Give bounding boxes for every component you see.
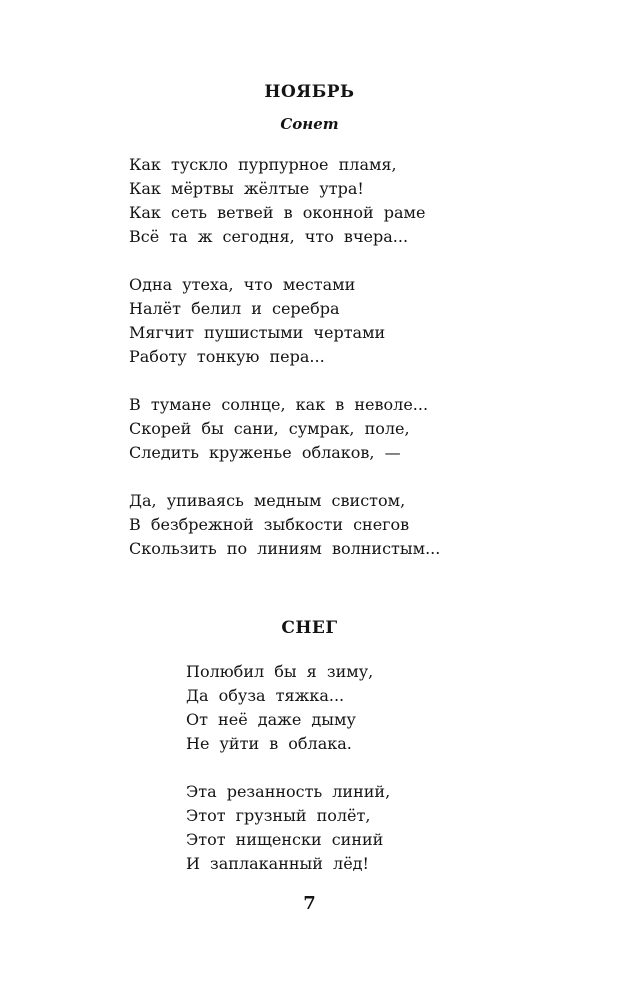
verse-line: Скользить по линиям волнистым... <box>129 539 441 558</box>
page-number: 7 <box>303 893 316 914</box>
stanza <box>186 660 373 756</box>
stanza <box>129 153 425 249</box>
stanza <box>129 489 440 561</box>
verse-line: Полюбил бы я зиму, <box>186 662 374 681</box>
stanza <box>129 273 385 369</box>
verse-line: От неё даже дыму <box>186 710 356 729</box>
verse-line: Этот грузный полёт, <box>186 806 371 825</box>
verse-line: Да, упиваясь медным свистом, <box>129 491 406 510</box>
verse-line: В безбрежной зыбкости снегов <box>129 515 410 534</box>
verse-line: Скорей бы сани, сумрак, поле, <box>129 419 410 438</box>
verse-line: Как тускло пурпурное пламя, <box>129 155 397 174</box>
verse-line: Эта резанность линий, <box>186 782 391 801</box>
verse-line: Мягчит пушистыми чертами <box>129 323 386 342</box>
verse-line: Одна утеха, что местами <box>129 275 356 294</box>
verse-line: В тумане солнце, как в неволе... <box>129 395 429 414</box>
poem-subtitle: Сонет <box>280 115 339 133</box>
stanza <box>186 780 390 876</box>
verse-line: Как сеть ветвей в оконной раме <box>129 203 426 222</box>
poem-title: НОЯБРЬ <box>264 82 355 102</box>
verse-line: Всё та ж сегодня, что вчера... <box>129 227 409 246</box>
verse-line: И заплаканный лёд! <box>186 854 369 873</box>
verse-line: Да обуза тяжка... <box>186 686 345 705</box>
poem-title: СНЕГ <box>281 618 338 638</box>
verse-line: Работу тонкую пера... <box>129 347 325 366</box>
verse-line: Как мёртвы жёлтые утра! <box>129 179 364 198</box>
verse-line: Этот нищенски синий <box>186 830 384 849</box>
verse-line: Не уйти в облака. <box>186 734 352 753</box>
verse-line: Следить круженье облаков, — <box>129 443 401 462</box>
verse-line: Налёт белил и серебра <box>129 299 340 318</box>
stanza <box>129 393 428 465</box>
